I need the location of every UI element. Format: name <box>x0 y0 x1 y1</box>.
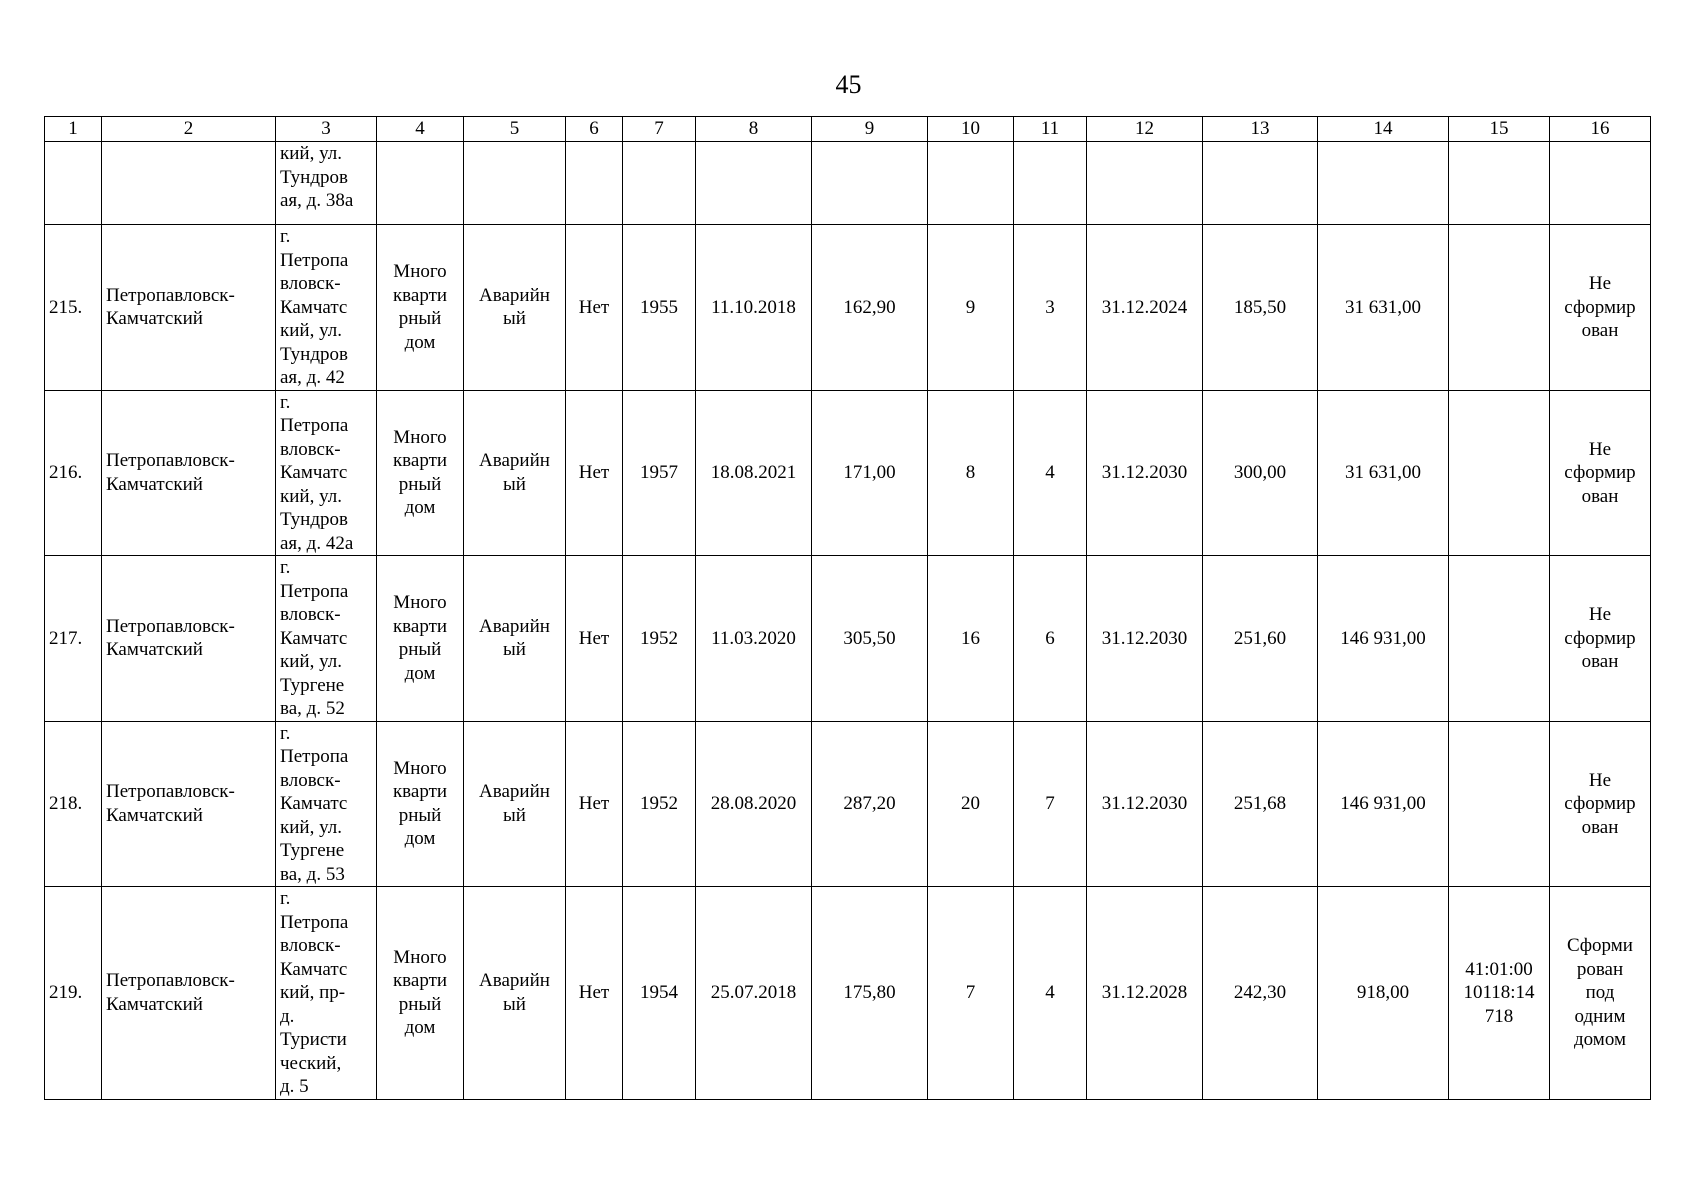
cadastral-cell <box>1449 556 1550 722</box>
address-text: г. Петропа вловск- Камчатс кий, пр- д. Туристи ческий, д. 5 <box>280 888 349 1097</box>
date-cell: 18.08.2021 <box>696 390 812 556</box>
cadastral-cell <box>1449 225 1550 391</box>
cell-empty <box>377 142 464 225</box>
cell-empty <box>623 142 696 225</box>
city-text: Петропавловск- Камчатский <box>106 970 235 1015</box>
column-header: 4 <box>377 117 464 142</box>
column-header: 1 <box>45 117 102 142</box>
city-cell <box>102 225 276 391</box>
flag-cell: Нет <box>566 556 623 722</box>
col10-cell: 16 <box>928 556 1014 722</box>
address-text: г. Петропа вловск- Камчатс кий, ул. Тундров ая, д. 42а <box>280 391 354 554</box>
cell-empty <box>928 142 1014 225</box>
cell-empty <box>1550 142 1651 225</box>
status-cell <box>1550 721 1651 887</box>
address-cell <box>276 556 377 722</box>
condition-text: Аварийн ый <box>479 284 550 330</box>
year-cell: 1954 <box>623 887 696 1100</box>
row-number: 218. <box>45 721 102 887</box>
house-type-cell <box>377 390 464 556</box>
cell-empty <box>464 142 566 225</box>
house-type-text: Много кварти рный дом <box>392 426 448 519</box>
address-cell <box>276 142 377 225</box>
cell-empty <box>1449 142 1550 225</box>
area-cell: 287,20 <box>812 721 928 887</box>
col11-cell: 3 <box>1014 225 1087 391</box>
house-type-text: Много кварти рный дом <box>392 592 448 684</box>
col10-cell: 9 <box>928 225 1014 391</box>
column-header: 15 <box>1449 117 1550 142</box>
cell-empty <box>812 142 928 225</box>
city-cell <box>102 721 276 887</box>
date-cell: 25.07.2018 <box>696 887 812 1100</box>
area-cell: 175,80 <box>812 887 928 1100</box>
house-type-cell <box>377 721 464 887</box>
area-cell: 162,90 <box>812 225 928 391</box>
column-header: 12 <box>1087 117 1203 142</box>
cell-empty <box>102 142 276 225</box>
house-type-cell <box>377 887 464 1100</box>
table-row <box>45 887 1651 1100</box>
house-type-text: Много кварти рный дом <box>392 946 448 1039</box>
table-row <box>45 721 1651 887</box>
col13-cell: 185,50 <box>1203 225 1318 391</box>
flag-cell: Нет <box>566 390 623 556</box>
table-row <box>45 225 1651 391</box>
house-type-cell <box>377 225 464 391</box>
address-text: г. Петропа вловск- Камчатс кий, ул. Тургене ва, д. 53 <box>280 722 349 885</box>
year-cell: 1952 <box>623 721 696 887</box>
col13-cell: 242,30 <box>1203 887 1318 1100</box>
table-row <box>45 390 1651 556</box>
address-cell <box>276 390 377 556</box>
column-header: 7 <box>623 117 696 142</box>
status-text: Не сформир ован <box>1564 438 1636 507</box>
deadline-cell: 31.12.2030 <box>1087 556 1203 722</box>
column-header: 9 <box>812 117 928 142</box>
cell-empty <box>1318 142 1449 225</box>
col11-cell: 7 <box>1014 721 1087 887</box>
cadastral-cell <box>1449 390 1550 556</box>
col13-cell: 251,68 <box>1203 721 1318 887</box>
page-number: 45 <box>835 70 862 99</box>
status-text: Не сформир ован <box>1564 604 1636 672</box>
date-cell: 28.08.2020 <box>696 721 812 887</box>
deadline-cell: 31.12.2028 <box>1087 887 1203 1100</box>
col10-cell: 7 <box>928 887 1014 1100</box>
col11-cell: 4 <box>1014 887 1087 1100</box>
address-cell <box>276 887 377 1100</box>
condition-text: Аварийн ый <box>479 781 550 826</box>
column-header: 11 <box>1014 117 1087 142</box>
address-text: г. Петропа вловск- Камчатс кий, ул. Тургене ва, д. 52 <box>280 557 349 719</box>
col13-cell: 251,60 <box>1203 556 1318 722</box>
status-cell <box>1550 887 1651 1100</box>
cadastral-cell <box>1449 721 1550 887</box>
status-cell <box>1550 225 1651 391</box>
city-cell <box>102 390 276 556</box>
area-cell: 171,00 <box>812 390 928 556</box>
year-cell: 1952 <box>623 556 696 722</box>
column-header: 10 <box>928 117 1014 142</box>
row-number: 215. <box>45 225 102 391</box>
condition-cell <box>464 556 566 722</box>
deadline-cell: 31.12.2024 <box>1087 225 1203 391</box>
continuation-row <box>45 142 1651 225</box>
city-text: Петропавловск- Камчатский <box>106 615 235 661</box>
condition-cell <box>464 225 566 391</box>
date-cell: 11.03.2020 <box>696 556 812 722</box>
col11-cell: 4 <box>1014 390 1087 556</box>
column-header: 3 <box>276 117 377 142</box>
address-text: г. Петропа вловск- Камчатс кий, ул. Тундров ая, д. 42 <box>280 226 349 388</box>
col11-cell: 6 <box>1014 556 1087 722</box>
table-body <box>45 142 1651 1100</box>
table-header <box>45 117 1651 142</box>
col10-cell: 8 <box>928 390 1014 556</box>
column-header: 6 <box>566 117 623 142</box>
row-number: 217. <box>45 556 102 722</box>
status-text: Не сформир ован <box>1564 769 1636 838</box>
column-header: 16 <box>1550 117 1651 142</box>
condition-cell <box>464 887 566 1100</box>
cell-empty <box>1014 142 1087 225</box>
flag-cell: Нет <box>566 721 623 887</box>
city-text: Петропавловск- Камчатский <box>106 450 235 495</box>
status-text: Не сформир ован <box>1564 273 1636 341</box>
year-cell: 1955 <box>623 225 696 391</box>
condition-cell <box>464 721 566 887</box>
condition-cell <box>464 390 566 556</box>
col14-cell: 918,00 <box>1318 887 1449 1100</box>
area-cell: 305,50 <box>812 556 928 722</box>
cell-empty <box>45 142 102 225</box>
address-cell <box>276 225 377 391</box>
city-cell <box>102 556 276 722</box>
cell-empty <box>566 142 623 225</box>
header-row <box>45 117 1651 142</box>
column-header: 5 <box>464 117 566 142</box>
house-type-text: Много кварти рный дом <box>392 261 448 353</box>
col14-cell: 146 931,00 <box>1318 556 1449 722</box>
col14-cell: 31 631,00 <box>1318 390 1449 556</box>
condition-text: Аварийн ый <box>479 970 550 1015</box>
row-number: 219. <box>45 887 102 1100</box>
address-cell <box>276 721 377 887</box>
date-cell: 11.10.2018 <box>696 225 812 391</box>
status-text: Сформи рован под одним домом <box>1567 935 1633 1050</box>
condition-text: Аварийн ый <box>479 450 550 495</box>
city-text: Петропавловск- Камчатский <box>106 781 235 826</box>
col13-cell: 300,00 <box>1203 390 1318 556</box>
col14-cell: 31 631,00 <box>1318 225 1449 391</box>
column-header: 2 <box>102 117 276 142</box>
column-header: 14 <box>1318 117 1449 142</box>
table-row <box>45 556 1651 722</box>
column-header: 8 <box>696 117 812 142</box>
year-cell: 1957 <box>623 390 696 556</box>
housing-registry-table <box>44 116 1651 1100</box>
status-cell <box>1550 390 1651 556</box>
house-type-cell <box>377 556 464 722</box>
house-type-text: Много кварти рный дом <box>392 757 448 850</box>
deadline-cell: 31.12.2030 <box>1087 390 1203 556</box>
flag-cell: Нет <box>566 225 623 391</box>
cadastral-cell <box>1449 887 1550 1100</box>
deadline-cell: 31.12.2030 <box>1087 721 1203 887</box>
status-cell <box>1550 556 1651 722</box>
flag-cell: Нет <box>566 887 623 1100</box>
cell-empty <box>1087 142 1203 225</box>
address-text: кий, ул. Тундров ая, д. 38а <box>280 143 354 211</box>
cell-empty <box>1203 142 1318 225</box>
cadastral-text: 41:01:00 10118:14 718 <box>1463 958 1535 1027</box>
column-header: 13 <box>1203 117 1318 142</box>
cell-empty <box>696 142 812 225</box>
city-cell <box>102 887 276 1100</box>
city-text: Петропавловск- Камчатский <box>106 284 235 330</box>
col10-cell: 20 <box>928 721 1014 887</box>
row-number: 216. <box>45 390 102 556</box>
col14-cell: 146 931,00 <box>1318 721 1449 887</box>
condition-text: Аварийн ый <box>479 615 550 661</box>
